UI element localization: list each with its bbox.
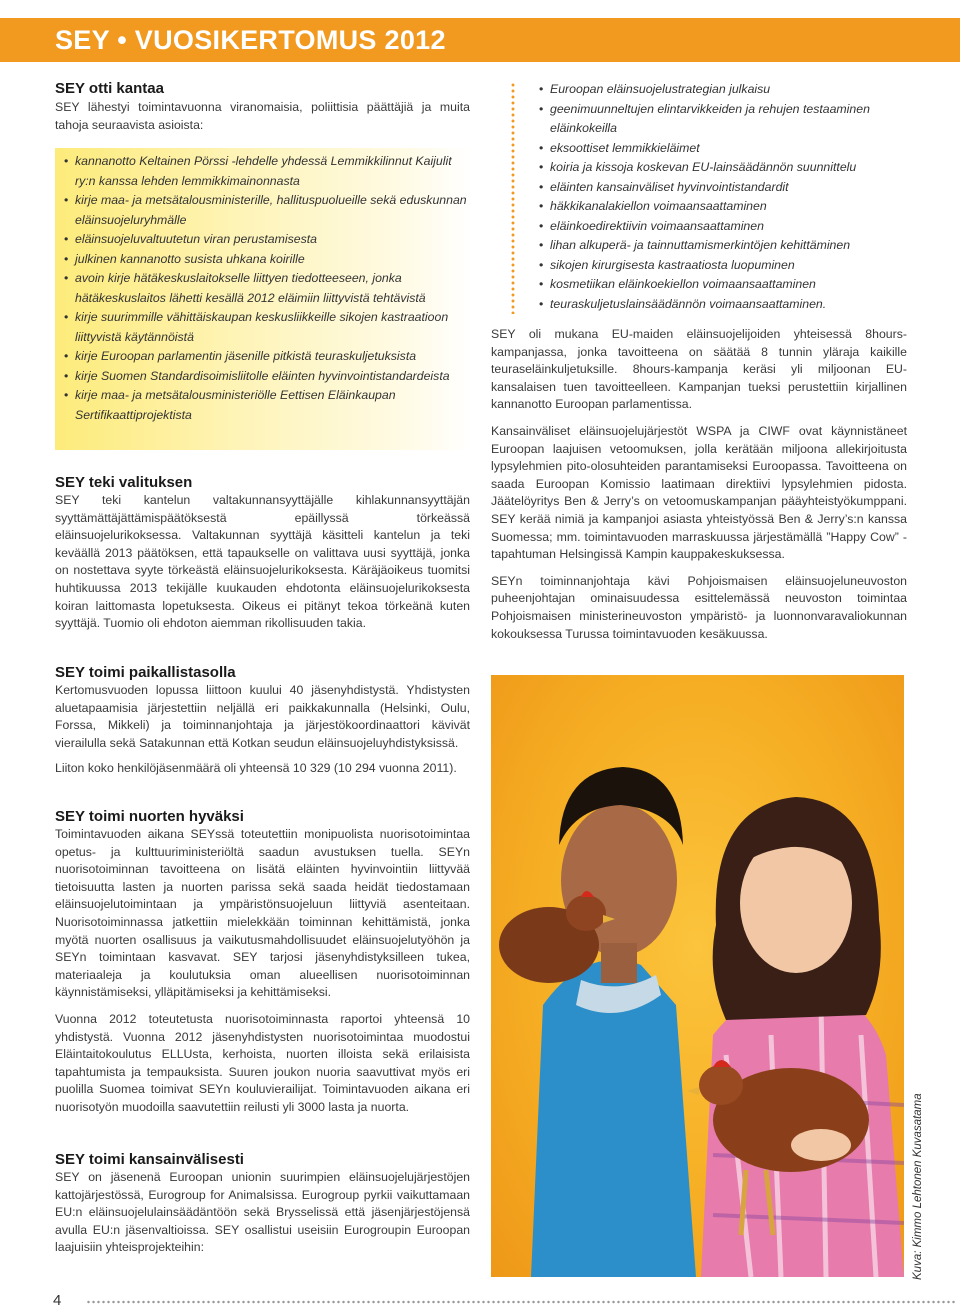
list-item: • Euroopan eläinsuojelustrategian julkaisu: [539, 80, 919, 100]
appeal-section: [55, 474, 470, 633]
appeal-text: SEY teki kantelun valtakunnansyyttäjälle kihlakunnansyyttäjän syyttämättäjättämispäätöksestä epäillyssä törkeässä eläinsuojelurikoksessa. Valtakunnan syyttäjä käsitteli kantelun ja teki keväällä 2013 päätöksen, että tapaukselle on valittava uusi syyttäjä, jonka on nostettava syyte törkeästä eläinsuojelurikoksesta. Käräjäoikeus tuomitsi huhtikuussa 2013 tekijälle kuukauden ehdotonta eläinsuojelurikoksesta koiran laittomasta lopetuksesta. Oikeus ei pitänyt tekoa törkeänä kuten syyttäjä. Tuomio oli ehdoton aiemman rikollisuuden takia.: [55, 493, 470, 631]
photo-illustration: [491, 675, 904, 1277]
youth-text-1: Toimintavuoden aikana SEYssä toteutettiin monipuolista nuorisotoimintaa opetus- ja kulttuuriministeriöltä saadun avustuksen tuella. SEYn nuorisotoiminnan tavoitteena on lisätä eläinten hyvinvointiin liittyvää tietoisuutta lasten ja nuorten parissa sekä saada heidät tiedostamaan eläinsuojelutoimintaan ja ympäristönsuojeluun liittyviä asenteitaan. Nuorisotoiminnassa jatkettiin mielekkään toiminnan kehittämistä, jonka myötä nuorten osallisuus ja vaikutusmahdollisuudet eläinsuojelutyöhön ja SEYn toimintaan kasvavat. SEY tarjosi jäsenyhdistyksilleen tukea, materiaaleja ja koulutuksia oman alueellisen nuorisotoiminnan käynnistämiseksi, ylläpitämiseksi ja kehittämiseksi.: [55, 827, 470, 1000]
local-text-2: Liiton koko henkilöjäsenmäärä oli yhteensä 10 329 (10 294 vuonna 2011).: [55, 761, 457, 776]
list-item: • kannanotto Keltainen Pörssi -lehdelle yhdessä Lemmikkilinnut Kaijulit ry:n kanssa lehden lemmikkimainonnasta: [64, 152, 469, 191]
list-item: • kirje maa- ja metsätalousministeriölle Eettisen Eläinkaupan Sertifikaattiprojektista: [64, 386, 469, 425]
paragraph-wspa-ciwf: Kansainväliset eläinsuojelujärjestöt WSPA ja CIWF ovat käynnistäneet Euroopan laajuisen vetoomuksen, jolla kerätään miljoona allekirjoitusta lypsylehmien pito-olosuhteiden parantamiseksi Euroopassa. Tavoitteena on saada Euroopan Komissio laatimaan direktiivi lypsylehmien pidosta. Jäätelöyritys Ben & Jerry’s on vetoomuskampanjan pääyhteistyökumppani. SEY kerää nimiä ja kampanjoi asiasta yhteistyössä Ben & Jerry’s:n kanssa Suomessa; mm. toimintavuoden marraskuussa järjestämällä ”Happy Cow” -tapahtuman Helsingissä Kampin kauppakeskuksessa.: [491, 423, 907, 562]
stance-intro: SEY lähestyi toimintavuonna viranomaisia, poliittisia päättäjiä ja muita tahoja seuraavista asioista:: [55, 100, 470, 132]
international-section: [55, 1151, 470, 1257]
left-column: [55, 80, 470, 134]
paragraph-nordic-council: SEYn toiminnanjohtaja kävi Pohjoismaisen eläinsuojeluneuvoston puheenjohtajan ominaisuudessa esittelemässä neuvoston toimintaa Pohjoismaisen ministerineuvoston ympäristö- ja luonnonvaravaliokunnan kokouksessa Turussa toimintavuoden kesäkuussa.: [491, 573, 907, 641]
photo-youth-with-hens: [491, 675, 904, 1277]
list-item: • kirje suurimmille vähittäiskaupan keskusliikkeille sikojen kastraatioon liittyvistä käytännöistä: [64, 308, 469, 347]
list-item: • kirje Euroopan parlamentin jäsenille pitkistä teuraskuljetuksista: [64, 347, 469, 367]
list-item: • eksoottiset lemmikkieläimet: [539, 139, 919, 159]
photo-credit: Kuva: Kimmo Lehtonen Kuvasatama: [912, 1093, 924, 1280]
list-item: • kosmetiikan eläinkoekiellon voimaansaattaminen: [539, 275, 919, 295]
footer-dotted-rule: [86, 1300, 956, 1304]
local-text-1: Kertomusvuoden lopussa liittoon kuului 40 jäsenyhdistystä. Yhdistysten aluetapaamisia järjestettiin neljällä eri paikkakunnalla (Helsinki, Oulu, Forssa, Mikkeli) ja toiminnanjohtaja ja järjestökoordinaattori kävivät vierailulla sekä Satakunnan että Kotkan seudun eläinsuojeluyhdistyksissä.: [55, 683, 470, 750]
dotted-divider: [511, 82, 515, 314]
list-item: • avoin kirje hätäkeskuslaitokselle liittyen tiedotteeseen, jonka hätäkeskuslaitos lähetti kesällä 2012 eläimiin liittyvistä tehtävistä: [64, 269, 469, 308]
paragraph-8hours: SEY oli mukana EU-maiden eläinsuojelijoiden yhteisessä 8hours-kampanjassa, jonka tavoitteena on säätää 8 tunnin yläraja kaikille teuraseläinkuljetuksille. 8hours-kampanja keräsi yli miljoonan EU-kansalaisen tuen tavoitteelleen. Kampanjan tueksi perustettiin kirjallinen kannanotto Euroopan parlamentissa.: [491, 327, 907, 412]
page-number: 4: [53, 1292, 62, 1309]
list-item: • julkinen kannanotto susista uhkana koirille: [64, 250, 469, 270]
list-item: • eläinsuojeluvaltuutetun viran perustamisesta: [64, 230, 469, 250]
youth-section: [55, 808, 470, 1117]
right-paragraphs: [491, 326, 907, 643]
stance-list: [64, 152, 469, 425]
list-item: • koiria ja kissoja koskevan EU-lainsäädännön suunnittelu: [539, 158, 919, 178]
list-item: • häkkikanalakiellon voimaansaattaminen: [539, 197, 919, 217]
list-item: • teuraskuljetuslainsäädännön voimaansaattaminen.: [539, 295, 919, 315]
list-item: • kirje Suomen Standardisoimisliitolle eläinten hyvinvointistandardeista: [64, 367, 469, 387]
international-heading: SEY toimi kansainvälisesti: [55, 1151, 244, 1168]
international-text: SEY on jäsenenä Euroopan unionin suurimpien eläinsuojelujärjestöjen kattojärjestössä, Eurogroup for Animalsissa. Eurogroup pyrkii vaikuttamaan EU:n eläinsuojelulainsäädäntöön sekä Brysselissä että jäsenjärjestöjensä avulla EU:n jäsenvaltioissa. SEY osallistui useisiin Eurogroupin Euroopan laajuisiin yhteisprojekteihin:: [55, 1170, 470, 1255]
page-title: SEY • VUOSIKERTOMUS 2012: [55, 25, 446, 55]
local-heading: SEY toimi paikallistasolla: [55, 664, 236, 681]
youth-text-2: Vuonna 2012 toteutetusta nuorisotoiminnasta raportoi yhteensä 10 yhdistystä. Vuonna 2012 jäsenyhdistysten nuorisotoimintaa muodostui Eläintaitokoulutus ELLUsta, kerhoista, nuorten illoista sekä erilaisista tapahtumista ja tempauksista. Suuren joukon nuoria saavuttivat myös eri puolilla Suomea toimivat SEYn kouluvierailijat. Toimintavuoden aikana eri nuorisotyön muodoilla saavutettiin reilusti yli 3000 lasta ja nuorta.: [55, 1011, 470, 1114]
list-item: • kirje maa- ja metsätalousministerille, hallituspuolueille sekä eduskunnan eläinsuojeluryhmälle: [64, 191, 469, 230]
list-item: • geenimuunneltujen elintarvikkeiden ja rehujen testaaminen eläinkokeilla: [539, 100, 919, 139]
list-item: • eläinten kansainväliset hyvinvointistandardit: [539, 178, 919, 198]
list-item: • lihan alkuperä- ja tainnuttamismerkintöjen kehittäminen: [539, 236, 919, 256]
list-item: • eläinkoedirektiivin voimaansaattaminen: [539, 217, 919, 237]
youth-heading: SEY toimi nuorten hyväksi: [55, 808, 244, 825]
stance-heading: SEY otti kantaa: [55, 80, 164, 97]
list-item: • sikojen kirurgisesta kastraatiosta luopuminen: [539, 256, 919, 276]
appeal-heading: SEY teki valituksen: [55, 474, 193, 491]
local-section: [55, 664, 470, 778]
eurogroup-projects-list: [539, 80, 919, 314]
